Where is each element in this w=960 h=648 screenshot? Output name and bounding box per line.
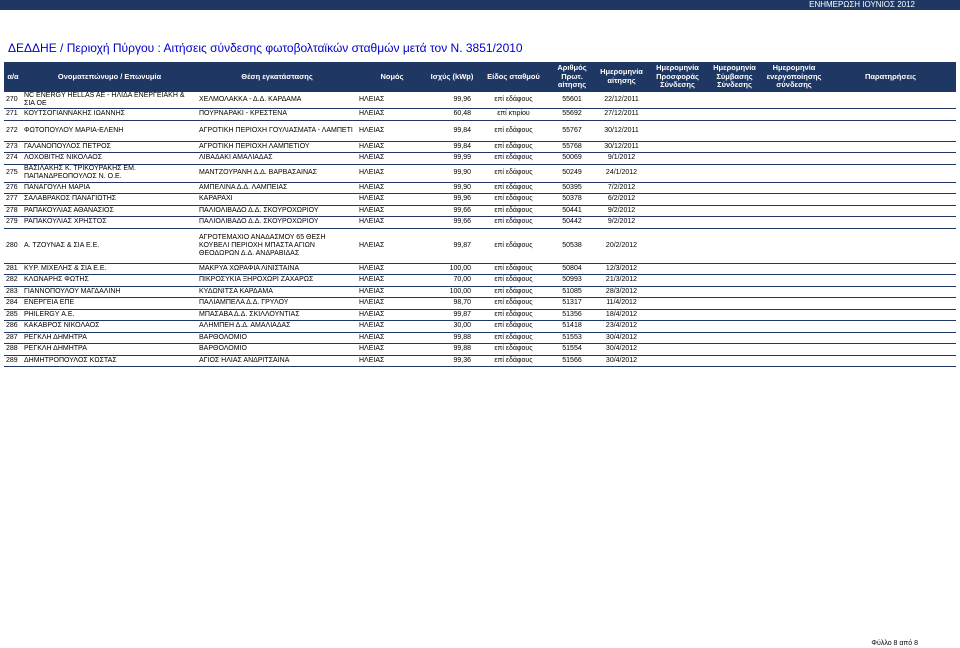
cell-location: ΠΑΛΙΑΜΠΕΛΑ Δ.Δ. ΓΡΥΛΟΥ — [197, 298, 357, 310]
cell-aa: 280 — [4, 228, 22, 263]
table-row — [4, 153, 956, 165]
cell-name: ΔΗΜΗΤΡΟΠΟΥΛΟΣ ΚΩΣΤΑΣ — [22, 355, 197, 367]
cell-empty — [763, 344, 825, 356]
cell-empty — [649, 355, 706, 367]
cell-empty — [649, 321, 706, 333]
cell-location: ΑΓΡΟΤΕΜΑΧΙΟ ΑΝΑΔΑΣΜΟΥ 65 ΘΕΣΗ ΚΟΥΒΕΛΙ ΠΕΡΙΟΧΗ ΜΠΑΣΤΑ ΑΓΙΩΝ ΘΕΟΔΩΡΩΝ Δ.Δ. ΑΝΔΡΑΒΙΔΑΣ — [197, 228, 357, 263]
cell-name: ΡΑΠΑΚΟΥΛΙΑΣ ΧΡΗΣΤΟΣ — [22, 217, 197, 229]
cell-location: ΠΑΛΙΟΛΙΒΑΔΟ Δ.Δ. ΣΚΟΥΡΟΧΩΡΙΟΥ — [197, 217, 357, 229]
cell-power: 99,90 — [427, 164, 477, 182]
cell-aa: 274 — [4, 153, 22, 165]
cell-nomos: ΗΛΕΙΑΣ — [357, 164, 427, 182]
cell-empty — [825, 217, 956, 229]
cell-empty — [649, 309, 706, 321]
cell-date: 28/3/2012 — [594, 286, 649, 298]
cell-type: επί εδάφους — [477, 263, 550, 275]
cell-type: επί εδάφους — [477, 228, 550, 263]
cell-location: ΑΛΗΜΠΕΗ Δ.Δ. ΑΜΑΛΙΑΔΑΣ — [197, 321, 357, 333]
table-row — [4, 275, 956, 287]
cell-empty — [763, 309, 825, 321]
cell-power: 99,99 — [427, 153, 477, 165]
column-header: Ημερομηνία Σύμβασης Σύνδεσης — [706, 62, 763, 92]
cell-empty — [706, 298, 763, 310]
cell-empty — [825, 321, 956, 333]
cell-power: 60,48 — [427, 109, 477, 121]
table-row — [4, 263, 956, 275]
cell-empty — [763, 182, 825, 194]
cell-empty — [706, 332, 763, 344]
cell-aa: 273 — [4, 141, 22, 153]
cell-nomos: ΗΛΕΙΑΣ — [357, 205, 427, 217]
table-row — [4, 298, 956, 310]
cell-aa: 271 — [4, 109, 22, 121]
cell-aa: 286 — [4, 321, 22, 333]
cell-type: επί εδάφους — [477, 141, 550, 153]
cell-protocol: 50993 — [550, 275, 594, 287]
cell-nomos: ΗΛΕΙΑΣ — [357, 141, 427, 153]
table-row — [4, 194, 956, 206]
cell-protocol: 55767 — [550, 120, 594, 141]
cell-type: επί εδάφους — [477, 92, 550, 109]
cell-aa: 287 — [4, 332, 22, 344]
cell-aa: 285 — [4, 309, 22, 321]
cell-location: ΠΟΥΡΝΑΡΑΚΙ - ΚΡΕΣΤΕΝΑ — [197, 109, 357, 121]
cell-protocol: 51317 — [550, 298, 594, 310]
table-row — [4, 286, 956, 298]
cell-nomos: ΗΛΕΙΑΣ — [357, 344, 427, 356]
table-row — [4, 120, 956, 141]
cell-date: 21/3/2012 — [594, 275, 649, 287]
cell-name: ΡΕΓΚΛΗ ΔΗΜΗΤΡΑ — [22, 344, 197, 356]
cell-location: ΜΠΑΣΑΒΑ Δ.Δ. ΣΚΙΛΛΟΥΝΤΙΑΣ — [197, 309, 357, 321]
cell-location: ΚΑΡΑΡΑΧΙ — [197, 194, 357, 206]
cell-aa: 278 — [4, 205, 22, 217]
cell-name: NC ENERGY HELLAS AE - ΗΛΙΔΑ ΕΝΕΡΓΕΙΑΚΗ & ΣΙΑ ΟΕ — [22, 92, 197, 109]
cell-empty — [706, 120, 763, 141]
cell-protocol: 50069 — [550, 153, 594, 165]
cell-name: Α. ΤΖΟΥΝΑΣ & ΣΙΑ Ε.Ε. — [22, 228, 197, 263]
cell-date: 22/12/2011 — [594, 92, 649, 109]
cell-nomos: ΗΛΕΙΑΣ — [357, 92, 427, 109]
cell-nomos: ΗΛΕΙΑΣ — [357, 298, 427, 310]
cell-protocol: 50442 — [550, 217, 594, 229]
cell-power: 99,66 — [427, 217, 477, 229]
cell-empty — [825, 120, 956, 141]
table-row — [4, 92, 956, 109]
cell-empty — [649, 153, 706, 165]
table-header-row — [4, 62, 956, 92]
cell-nomos: ΗΛΕΙΑΣ — [357, 321, 427, 333]
cell-empty — [706, 286, 763, 298]
cell-nomos: ΗΛΕΙΑΣ — [357, 332, 427, 344]
cell-empty — [763, 164, 825, 182]
cell-empty — [763, 109, 825, 121]
cell-date: 9/2/2012 — [594, 217, 649, 229]
top-banner — [0, 0, 960, 10]
cell-empty — [706, 228, 763, 263]
cell-name: ΓΑΛΑΝΟΠΟΥΛΟΣ ΠΕΤΡΟΣ — [22, 141, 197, 153]
cell-empty — [825, 182, 956, 194]
table-row — [4, 141, 956, 153]
cell-date: 11/4/2012 — [594, 298, 649, 310]
cell-empty — [649, 141, 706, 153]
cell-empty — [763, 228, 825, 263]
cell-location: ΒΑΡΘΟΛΟΜΙΟ — [197, 332, 357, 344]
cell-type: επί εδάφους — [477, 355, 550, 367]
cell-type: επί εδάφους — [477, 153, 550, 165]
cell-empty — [763, 120, 825, 141]
table-row — [4, 309, 956, 321]
cell-empty — [763, 263, 825, 275]
table-row — [4, 164, 956, 182]
cell-protocol: 50804 — [550, 263, 594, 275]
cell-protocol: 51566 — [550, 355, 594, 367]
cell-protocol: 55601 — [550, 92, 594, 109]
cell-power: 30,00 — [427, 321, 477, 333]
cell-aa: 288 — [4, 344, 22, 356]
cell-nomos: ΗΛΕΙΑΣ — [357, 153, 427, 165]
cell-type: επί εδάφους — [477, 217, 550, 229]
cell-empty — [706, 153, 763, 165]
cell-empty — [825, 153, 956, 165]
cell-name: ΕΝΕΡΓΕΙΑ ΕΠΕ — [22, 298, 197, 310]
table-body — [4, 92, 956, 367]
cell-type: επί εδάφους — [477, 182, 550, 194]
cell-power: 99,36 — [427, 355, 477, 367]
cell-empty — [825, 286, 956, 298]
cell-nomos: ΗΛΕΙΑΣ — [357, 275, 427, 287]
cell-location: ΒΑΡΘΟΛΟΜΙΟ — [197, 344, 357, 356]
cell-empty — [825, 309, 956, 321]
applications-table — [4, 62, 956, 367]
cell-name: ΚΛΩΝΑΡΗΣ ΦΩΤΗΣ — [22, 275, 197, 287]
cell-date: 9/1/2012 — [594, 153, 649, 165]
column-header: Είδος σταθμού — [477, 62, 550, 92]
cell-name: ΡΑΠΑΚΟΥΛΙΑΣ ΑΘΑΝΑΣΙΟΣ — [22, 205, 197, 217]
column-header: Ισχύς (kWp) — [427, 62, 477, 92]
cell-empty — [706, 344, 763, 356]
cell-empty — [649, 109, 706, 121]
cell-protocol: 51553 — [550, 332, 594, 344]
cell-location: ΧΕΛΜΟΛΑΚΚΑ - Δ.Δ. ΚΑΡΔΑΜΑ — [197, 92, 357, 109]
cell-nomos: ΗΛΕΙΑΣ — [357, 109, 427, 121]
cell-empty — [649, 228, 706, 263]
cell-empty — [763, 205, 825, 217]
cell-protocol: 51356 — [550, 309, 594, 321]
cell-date: 18/4/2012 — [594, 309, 649, 321]
cell-location: ΚΥΔΩΝΙΤΣΑ ΚΑΡΔΑΜΑ — [197, 286, 357, 298]
cell-power: 99,84 — [427, 120, 477, 141]
cell-date: 30/4/2012 — [594, 355, 649, 367]
cell-type: επί εδάφους — [477, 298, 550, 310]
cell-empty — [763, 92, 825, 109]
cell-type: επί εδάφους — [477, 332, 550, 344]
cell-power: 100,00 — [427, 286, 477, 298]
cell-type: επί εδάφους — [477, 286, 550, 298]
cell-power: 99,88 — [427, 344, 477, 356]
table-row — [4, 332, 956, 344]
cell-power: 99,96 — [427, 92, 477, 109]
cell-aa: 275 — [4, 164, 22, 182]
cell-date: 23/4/2012 — [594, 321, 649, 333]
cell-name: ΠΑΝΑΓΟΥΛΗ ΜΑΡΙΑ — [22, 182, 197, 194]
cell-empty — [649, 120, 706, 141]
cell-date: 9/2/2012 — [594, 205, 649, 217]
cell-date: 30/4/2012 — [594, 344, 649, 356]
cell-empty — [763, 275, 825, 287]
cell-aa: 283 — [4, 286, 22, 298]
cell-type: επί εδάφους — [477, 275, 550, 287]
cell-empty — [649, 298, 706, 310]
cell-empty — [825, 344, 956, 356]
cell-empty — [649, 194, 706, 206]
cell-type: επί εδάφους — [477, 321, 550, 333]
cell-empty — [825, 355, 956, 367]
cell-empty — [706, 217, 763, 229]
cell-empty — [706, 182, 763, 194]
cell-name: ΛΟΧΟΒΙΤΗΣ ΝΙΚΟΛΑΟΣ — [22, 153, 197, 165]
cell-aa: 276 — [4, 182, 22, 194]
cell-power: 99,66 — [427, 205, 477, 217]
cell-type: επί κτιρίου — [477, 109, 550, 121]
cell-date: 20/2/2012 — [594, 228, 649, 263]
cell-type: επί εδάφους — [477, 194, 550, 206]
cell-protocol: 50378 — [550, 194, 594, 206]
cell-aa: 279 — [4, 217, 22, 229]
table-row — [4, 321, 956, 333]
cell-name: ΚΑΚΑΒΡΟΣ ΝΙΚΟΛΑΟΣ — [22, 321, 197, 333]
cell-location: ΑΜΠΕΛΙΝΑ Δ.Δ. ΛΑΜΠΕΙΑΣ — [197, 182, 357, 194]
cell-empty — [649, 164, 706, 182]
cell-empty — [706, 194, 763, 206]
cell-power: 99,96 — [427, 194, 477, 206]
cell-power: 100,00 — [427, 263, 477, 275]
cell-power: 99,84 — [427, 141, 477, 153]
column-header: Αριθμός Πρωτ. αίτησης — [550, 62, 594, 92]
cell-aa: 281 — [4, 263, 22, 275]
cell-aa: 282 — [4, 275, 22, 287]
cell-type: επί εδάφους — [477, 309, 550, 321]
cell-nomos: ΗΛΕΙΑΣ — [357, 217, 427, 229]
cell-name: ΒΑΣΙΛΑΚΗΣ Κ. ΤΡΙΚΟΥΡΑΚΗΣ ΕΜ. ΠΑΠΑΝΔΡΕΟΠΟΥΛΟΣ Ν. Ο.Ε. — [22, 164, 197, 182]
cell-name: ΚΥΡ. ΜΙΧΕΛΗΣ & ΣΙΑ Ε.Ε. — [22, 263, 197, 275]
cell-empty — [706, 92, 763, 109]
cell-empty — [706, 164, 763, 182]
column-header: Θέση εγκατάστασης — [197, 62, 357, 92]
cell-empty — [763, 141, 825, 153]
cell-aa: 272 — [4, 120, 22, 141]
cell-empty — [825, 164, 956, 182]
cell-nomos: ΗΛΕΙΑΣ — [357, 309, 427, 321]
column-header: Ημερομηνία Προσφοράς Σύνδεσης — [649, 62, 706, 92]
cell-power: 98,70 — [427, 298, 477, 310]
page-title: ΔΕΔΔΗΕ / Περιοχή Πύργου : Αιτήσεις σύνδεσης φωτοβολταϊκών σταθμών μετά τον Ν. 3851/2010 — [8, 41, 523, 55]
cell-empty — [649, 205, 706, 217]
cell-location: ΜΑΚΡΥΑ ΧΩΡΑΦΙΑ ΛΙΝΙΣΤΑΙΝΑ — [197, 263, 357, 275]
cell-date: 6/2/2012 — [594, 194, 649, 206]
cell-protocol: 50538 — [550, 228, 594, 263]
cell-empty — [706, 321, 763, 333]
cell-protocol: 55692 — [550, 109, 594, 121]
cell-name: ΓΙΑΝΝΟΠΟΥΛΟΥ ΜΑΓΔΑΛΙΝΗ — [22, 286, 197, 298]
cell-name: PHILERGY Α.Ε. — [22, 309, 197, 321]
table-row — [4, 228, 956, 263]
cell-protocol: 50441 — [550, 205, 594, 217]
cell-aa: 289 — [4, 355, 22, 367]
table-row — [4, 355, 956, 367]
column-header: Παρατηρήσεις — [825, 62, 956, 92]
cell-empty — [706, 355, 763, 367]
column-header: Ονοματεπώνυμο / Επωνυμία — [22, 62, 197, 92]
cell-empty — [763, 153, 825, 165]
cell-date: 30/12/2011 — [594, 141, 649, 153]
cell-empty — [763, 217, 825, 229]
cell-empty — [706, 141, 763, 153]
cell-type: επί εδάφους — [477, 164, 550, 182]
cell-protocol: 51085 — [550, 286, 594, 298]
cell-empty — [825, 194, 956, 206]
cell-nomos: ΗΛΕΙΑΣ — [357, 286, 427, 298]
cell-power: 70,00 — [427, 275, 477, 287]
cell-type: επί εδάφους — [477, 205, 550, 217]
cell-date: 12/3/2012 — [594, 263, 649, 275]
cell-power: 99,90 — [427, 182, 477, 194]
table-row — [4, 182, 956, 194]
cell-empty — [763, 355, 825, 367]
cell-date: 7/2/2012 — [594, 182, 649, 194]
cell-empty — [763, 286, 825, 298]
cell-empty — [825, 205, 956, 217]
cell-protocol: 55768 — [550, 141, 594, 153]
cell-power: 99,87 — [427, 228, 477, 263]
cell-empty — [763, 298, 825, 310]
cell-empty — [706, 275, 763, 287]
cell-date: 30/12/2011 — [594, 120, 649, 141]
cell-nomos: ΗΛΕΙΑΣ — [357, 228, 427, 263]
cell-aa: 270 — [4, 92, 22, 109]
table-row — [4, 109, 956, 121]
cell-date: 24/1/2012 — [594, 164, 649, 182]
cell-location: ΠΙΚΡΟΣΥΚΙΑ ΞΗΡΟΧΩΡΙ ΖΑΧΑΡΩΣ — [197, 275, 357, 287]
cell-empty — [763, 332, 825, 344]
cell-aa: 277 — [4, 194, 22, 206]
cell-protocol: 50249 — [550, 164, 594, 182]
cell-empty — [763, 321, 825, 333]
cell-empty — [825, 275, 956, 287]
cell-nomos: ΗΛΕΙΑΣ — [357, 263, 427, 275]
cell-empty — [706, 205, 763, 217]
cell-location: ΜΑΝΤΖΟΥΡΑΝΗ Δ.Δ. ΒΑΡΒΑΣΑΙΝΑΣ — [197, 164, 357, 182]
column-header: Ημερομηνία ενεργοποίησης σύνδεσης — [763, 62, 825, 92]
cell-type: επί εδάφους — [477, 344, 550, 356]
cell-date: 27/12/2011 — [594, 109, 649, 121]
cell-empty — [649, 92, 706, 109]
cell-name: ΡΕΓΚΛΗ ΔΗΜΗΤΡΑ — [22, 332, 197, 344]
cell-protocol: 50395 — [550, 182, 594, 194]
cell-empty — [825, 263, 956, 275]
cell-name: ΣΑΛΑΒΡΑΚΟΣ ΠΑΝΑΓΙΩΤΗΣ — [22, 194, 197, 206]
cell-power: 99,87 — [427, 309, 477, 321]
cell-empty — [825, 141, 956, 153]
cell-nomos: ΗΛΕΙΑΣ — [357, 355, 427, 367]
table-row — [4, 205, 956, 217]
cell-empty — [649, 275, 706, 287]
cell-location: ΑΓΡΟΤΙΚΗ ΠΕΡΙΟΧΗ ΓΟΥΛΙΑΣΜΑΤΑ - ΛΑΜΠΕΤΙ — [197, 120, 357, 141]
cell-empty — [763, 194, 825, 206]
cell-protocol: 51554 — [550, 344, 594, 356]
cell-empty — [825, 332, 956, 344]
page-footer: Φύλλο 8 από 8 — [871, 640, 918, 647]
cell-location: ΠΑΛΙΟΛΙΒΑΔΟ Δ.Δ. ΣΚΟΥΡΟΧΩΡΙΟΥ — [197, 205, 357, 217]
cell-empty — [649, 217, 706, 229]
cell-empty — [706, 309, 763, 321]
cell-empty — [825, 228, 956, 263]
cell-empty — [649, 332, 706, 344]
table-row — [4, 217, 956, 229]
cell-empty — [649, 344, 706, 356]
update-date-label: ΕΝΗΜΕΡΩΣΗ ΙΟΥΝΙΟΣ 2012 — [809, 0, 915, 9]
cell-aa: 284 — [4, 298, 22, 310]
table-row — [4, 344, 956, 356]
cell-empty — [706, 263, 763, 275]
column-header: α/α — [4, 62, 22, 92]
column-header: Νομός — [357, 62, 427, 92]
column-header: Ημερομηνία αίτησης — [594, 62, 649, 92]
cell-nomos: ΗΛΕΙΑΣ — [357, 194, 427, 206]
cell-nomos: ΗΛΕΙΑΣ — [357, 182, 427, 194]
cell-location: ΛΙΒΑΔΑΚΙ ΑΜΑΛΙΑΔΑΣ — [197, 153, 357, 165]
cell-empty — [649, 182, 706, 194]
cell-empty — [825, 298, 956, 310]
cell-empty — [825, 92, 956, 109]
cell-empty — [649, 286, 706, 298]
cell-empty — [649, 263, 706, 275]
cell-empty — [706, 109, 763, 121]
cell-name: ΚΟΥΤΣΟΓΙΑΝΝΑΚΗΣ ΙΩΑΝΝΗΣ — [22, 109, 197, 121]
cell-location: ΑΓΡΟΤΙΚΗ ΠΕΡΙΟΧΗ ΛΑΜΠΕΤΙΟΥ — [197, 141, 357, 153]
cell-type: επί εδάφους — [477, 120, 550, 141]
cell-date: 30/4/2012 — [594, 332, 649, 344]
cell-nomos: ΗΛΕΙΑΣ — [357, 120, 427, 141]
cell-empty — [825, 109, 956, 121]
cell-name: ΦΩΤΟΠΟΥΛΟΥ ΜΑΡΙΑ-ΕΛΕΝΗ — [22, 120, 197, 141]
cell-location: ΑΓΙΟΣ ΗΛΙΑΣ ΑΝΔΡΙΤΣΑΙΝΑ — [197, 355, 357, 367]
cell-power: 99,88 — [427, 332, 477, 344]
cell-protocol: 51418 — [550, 321, 594, 333]
